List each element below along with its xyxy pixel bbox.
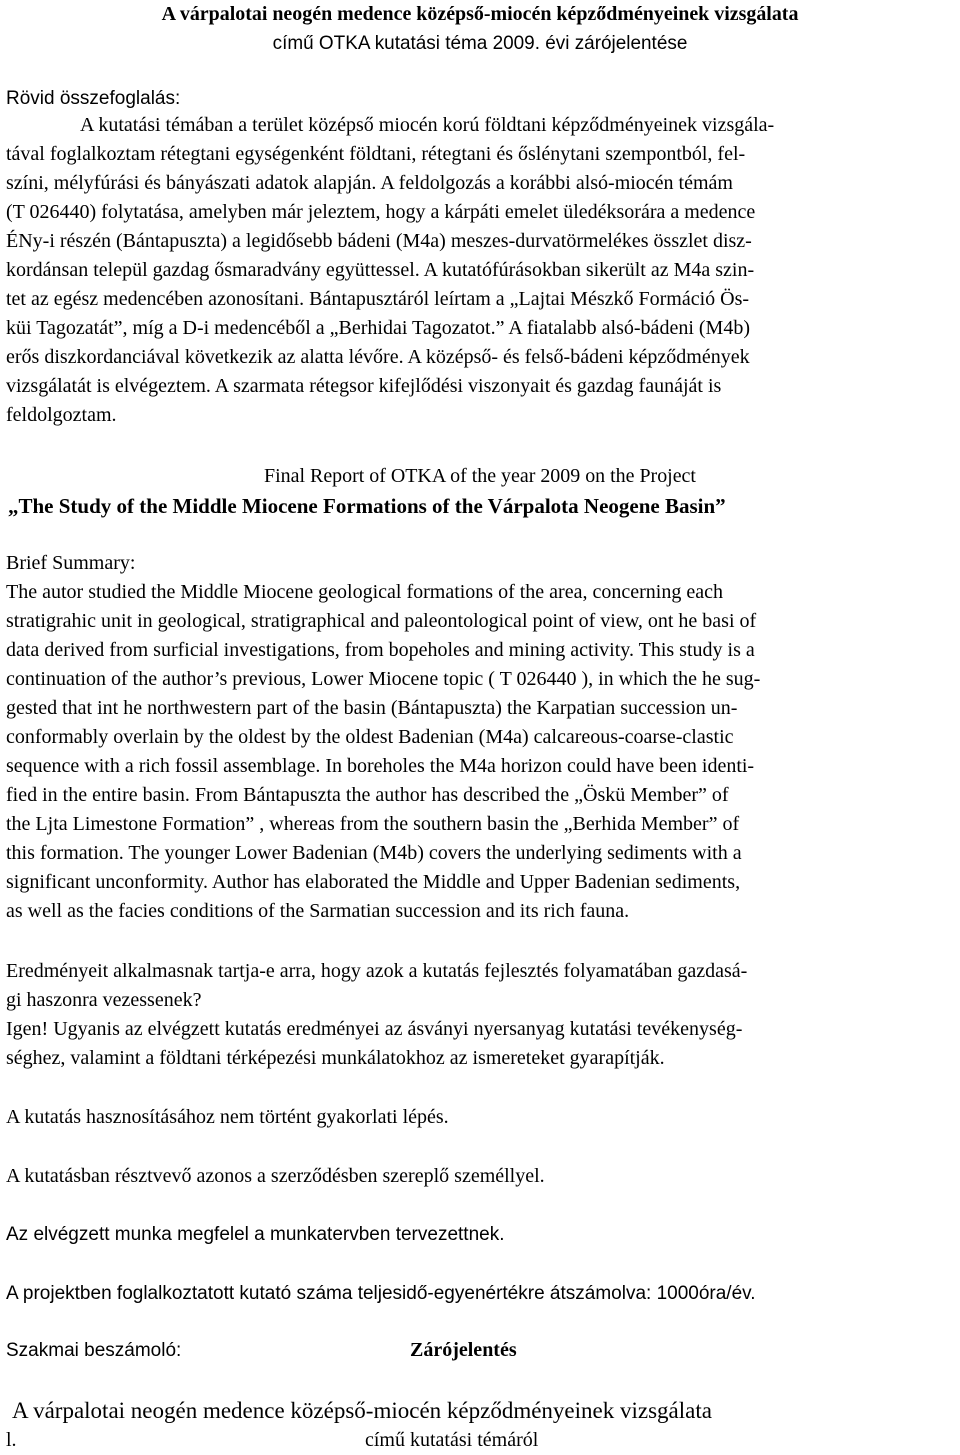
question-line-1: Eredményeit alkalmasnak tartja-e arra, hogy azok a kutatás fejlesztés folyamatában gazdasá-	[6, 960, 748, 982]
hu-summary-line: erős diszkordanciával következik az alatta lévőre. A középső- és felső-bádeni képződmények	[6, 346, 750, 368]
en-summary-line: data derived from surficial investigations, from bopeholes and mining activity. This study is a	[6, 639, 755, 661]
hu-summary-line: ÉNy-i részén (Bántapuszta) a legidősebb bádeni (M4a) meszes-durvatörmelékes összlet disz-	[6, 230, 752, 252]
en-summary-line: continuation of the author’s previous, Lower Miocene topic ( T 026440 ), in which the he sug-	[6, 668, 761, 690]
en-summary-line: gested that int he northwestern part of the basin (Bántapuszta) the Karpatian succession un-	[6, 697, 738, 719]
hu-summary-line: tával foglalkoztam rétegtani egységenként földtani, rétegtani és őslénytani szempontból, fel-	[6, 143, 746, 165]
final-report-heading: Zárójelentés	[410, 1339, 517, 1361]
en-summary-line: the Ljta Limestone Formation” , whereas from the southern basin the „Berhida Member” of	[6, 813, 740, 835]
hu-summary-line: feldolgoztam.	[6, 404, 117, 426]
hu-summary-line: tet az egész medencében azonosítani. Bántapusztáról leírtam a „Lajtai Mészkő Formáció Ös-	[6, 288, 750, 310]
statement-utilization: A kutatás hasznosításához nem történt gyakorlati lépés.	[6, 1106, 449, 1128]
en-summary-heading: Brief Summary:	[6, 552, 136, 574]
hu-summary-line: (T 026440) folytatása, amelyben már jeleztem, hogy a kárpáti emelet üledéksorára a medence	[6, 201, 756, 223]
statement-participant: A kutatásban résztvevő azonos a szerződésben szereplő személlyel.	[6, 1165, 545, 1187]
hu-summary-line: A kutatási témában a terület középső miocén korú földtani képződményeinek vizsgála-	[80, 114, 775, 136]
hu-summary-line: küi Tagozatát”, míg a D-i medencéből a „Berhidai Tagozatot.” A fiatalabb alsó-bádeni (M4b)	[6, 317, 750, 339]
document-title-line-1: A várpalotai neogén medence középső-miocén képződményeinek vizsgálata	[161, 3, 799, 25]
hu-summary-line: kordánsan települ gazdag ősmaradvány együttessel. A kutatófúrásokban sikerült az M4a szin-	[6, 259, 755, 281]
en-summary-line: stratigrahic unit in geological, stratigraphical and paleontological point of view, ont he basi of	[6, 610, 757, 632]
en-summary-line: this formation. The younger Lower Badenian (M4b) covers the underlying sediments with a	[6, 842, 742, 864]
report-title-line-2: című kutatási témáról	[365, 1429, 539, 1451]
en-summary-line: conformably overlain by the oldest by the oldest Badenian (M4a) calcareous-coarse-clastic	[6, 726, 734, 748]
report-title-line-2-prefix: l.	[6, 1429, 17, 1451]
answer-line-2: séghez, valamint a földtani térképezési munkálatokhoz az ismereteket gyarapítják.	[6, 1047, 665, 1069]
en-summary-line: The autor studied the Middle Miocene geological formations of the area, concerning each	[6, 581, 723, 603]
en-summary-line: significant unconformity. Author has elaborated the Middle and Upper Badenian sediments,	[6, 871, 741, 893]
hu-summary-heading: Rövid összefoglalás:	[6, 88, 181, 109]
statement-workplan: Az elvégzett munka megfelel a munkatervben tervezettnek.	[6, 1224, 505, 1245]
document-title-line-2: című OTKA kutatási téma 2009. évi zárójelentése	[272, 33, 688, 54]
en-summary-line: fied in the entire basin. From Bántapuszta the author has described the „Öskü Member” of	[6, 784, 729, 806]
statement-researcher-count: A projektben foglalkoztatott kutató száma teljesidő-egyenértékre átszámolva: 1000óra/év.	[6, 1283, 756, 1304]
en-summary-line: as well as the facies conditions of the Sarmatian succession and its rich fauna.	[6, 900, 630, 922]
answer-line-1: Igen! Ugyanis az elvégzett kutatás eredményei az ásványi nyersanyag kutatási tevékenység-	[6, 1018, 743, 1040]
en-report-title-line-2: „The Study of the Middle Miocene Formations of the Várpalota Neogene Basin”	[8, 494, 726, 518]
question-line-2: gi haszonra vezessenek?	[6, 989, 202, 1011]
hu-summary-line: vizsgálatát is elvégeztem. A szarmata rétegsor kifejlődési viszonyait és gazdag faunáját is	[6, 375, 722, 397]
en-report-title-line-1: Final Report of OTKA of the year 2009 on the Project	[264, 465, 696, 487]
professional-report-label: Szakmai beszámoló:	[6, 1340, 182, 1361]
en-summary-line: sequence with a rich fossil assemblage. In boreholes the M4a horizon could have been identi-	[6, 755, 755, 777]
hu-summary-line: színi, mélyfúrási és bányászati adatok alapján. A feldolgozás a korábbi alsó-miocén témám	[6, 172, 733, 194]
report-title-line-1: A várpalotai neogén medence középső-miocén képződményeinek vizsgálata	[12, 1398, 712, 1423]
